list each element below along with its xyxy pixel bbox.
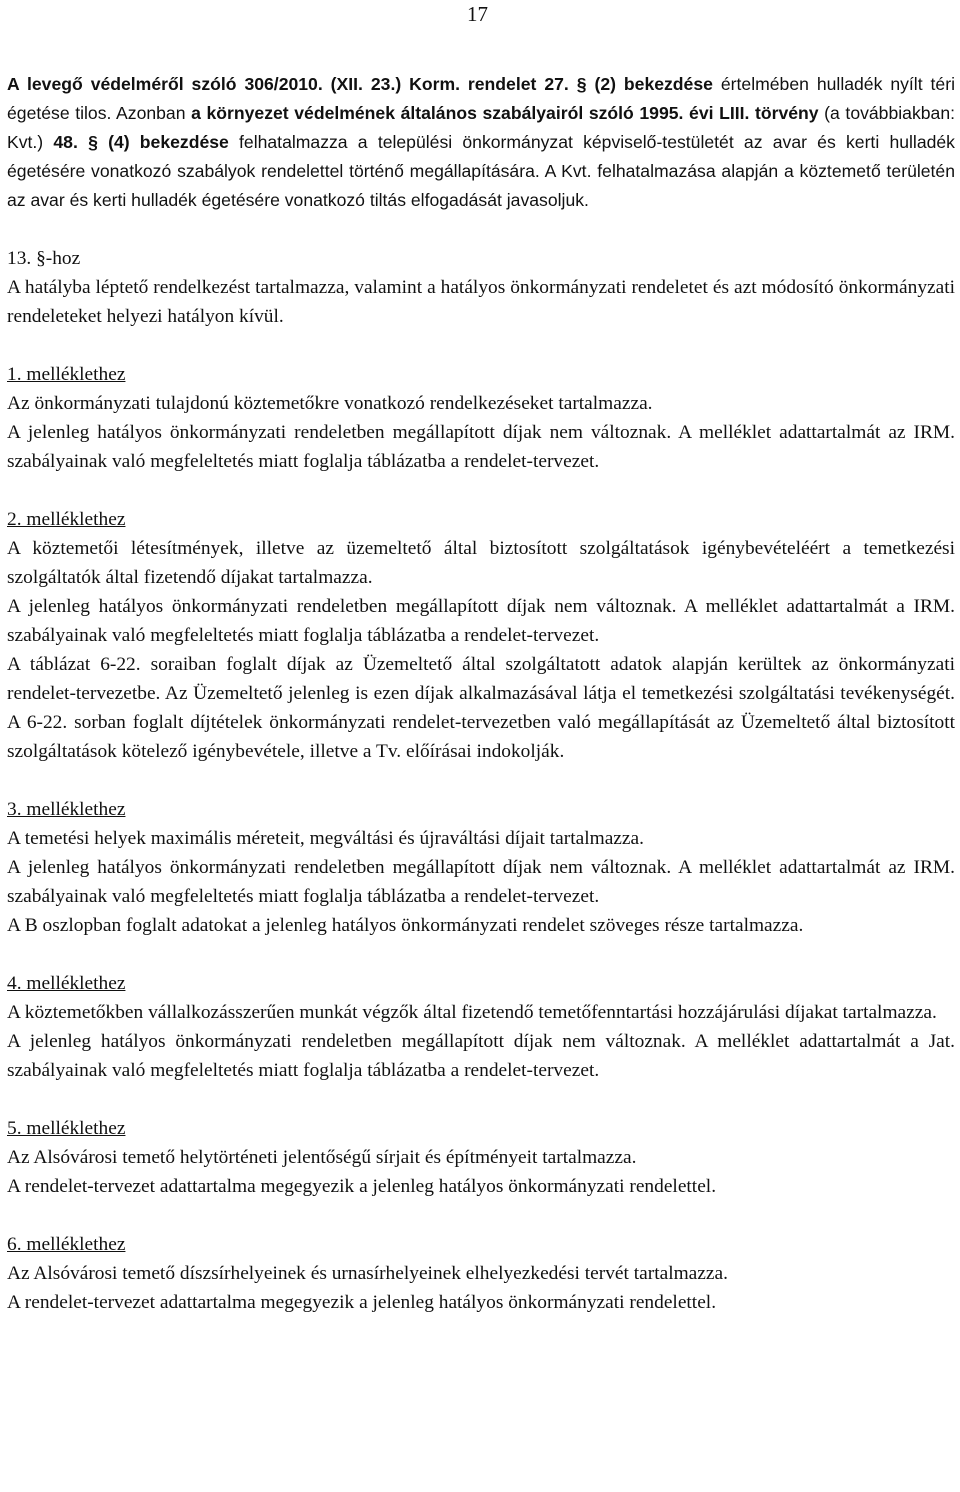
annex-1-line-1: Az önkormányzati tulajdonú köztemetőkre vonatkozó rendelkezéseket tartalmazza.: [7, 393, 653, 414]
annex-4-line-1: A köztemetőkben vállalkozásszerűen munkát végzők által fizetendő temetőfenntartási hozzájárulási díjakat tartalmazza.: [7, 1002, 937, 1023]
annex-6-heading: 6. melléklethez: [7, 1234, 126, 1255]
intro-bold-law: a környezet védelmének általános szabályairól szóló 1995. évi LIII. törvény: [191, 103, 819, 123]
intro-paragraph: [7, 70, 955, 215]
annex-2-heading: 2. melléklethez: [7, 509, 126, 530]
section-13-heading: 13. §-hoz: [7, 248, 81, 269]
annex-6-line-1: Az Alsóvárosi temető díszsírhelyeinek és urnasírhelyeinek elhelyezkedési tervét tartalmazza.: [7, 1263, 728, 1284]
annex-2-line-1: A köztemetői létesítmények, illetve az üzemeltető által biztosított szolgáltatások igénybevételéért a temetkezési szolgáltatók által fizetendő díjakat tartalmazza.: [7, 538, 955, 588]
annex-3-heading: 3. melléklethez: [7, 799, 126, 820]
intro-bold-reference: A levegő védelméről szóló 306/2010. (XII. 23.) Korm. rendelet 27. § (2) bekezdése: [7, 74, 713, 94]
intro-text-rest: felhatalmazza a települési önkormányzat képviselő-testületét az avar és kerti hulladék égetésére vonatkozó szabályok rendelettel történő megállapítására. A Kvt. felhatalmazása alapján a köztemető területén az avar és kerti hulladék égetésére vonatkozó tiltás elfogadását javasoljuk.: [7, 132, 955, 210]
annex-1-heading: 1. melléklethez: [7, 364, 126, 385]
annex-5-line-1: Az Alsóvárosi temető helytörténeti jelentőségű sírjait és építményeit tartalmazza.: [7, 1147, 637, 1168]
intro-text-abbrev: (a továbbiakban: Kvt.): [7, 103, 955, 152]
document-body: [7, 70, 955, 1317]
annex-3-line-2: A jelenleg hatályos önkormányzati rendeletben megállapított díjak nem változnak. A melléklet adattartalmát az IRM. szabályainak való megfeleltetés miatt foglalja táblázatba a rendelet-tervezet.: [7, 857, 955, 907]
annex-4-line-2: A jelenleg hatályos önkormányzati rendeletben megállapított díjak nem változnak. A melléklet adattartalmát a Jat. szabályainak való megfeleltetés miatt foglalja táblázatba a rendelet-tervezet.: [7, 1031, 955, 1081]
annex-2-line-3: A táblázat 6-22. soraiban foglalt díjak az Üzemeltető által szolgáltatott adatok alapján kerültek az önkormányzati rendelet-tervezetbe. Az Üzemeltető jelenleg is ezen díjak alkalmazásával látja el temetkezési szolgáltatási tevékenységét. A 6-22. sorban foglalt díjtételek önkormányzati rendelet-tervezetben való megállapítását az Üzemeltető által biztosított szolgáltatások kötelező igénybevétele, illetve a Tv. előírásai indokolják.: [7, 654, 955, 762]
annex-5-heading: 5. melléklethez: [7, 1118, 126, 1139]
annex-2-line-2: A jelenleg hatályos önkormányzati rendeletben megállapított díjak nem változnak. A melléklet adattartalmát a IRM. szabályainak való megfeleltetés miatt foglalja táblázatba a rendelet-tervezet.: [7, 596, 955, 646]
annex-4-heading: 4. melléklethez: [7, 973, 126, 994]
section-13-text: A hatályba léptető rendelkezést tartalmazza, valamint a hatályos önkormányzati rendeletet és azt módosító önkormányzati rendeleteket helyezi hatályon kívül.: [7, 277, 955, 327]
annex-3-line-1: A temetési helyek maximális méreteit, megváltási és újraváltási díjait tartalmazza.: [7, 828, 644, 849]
annex-3-line-3: A B oszlopban foglalt adatokat a jelenleg hatályos önkormányzati rendelet szöveges része tartalmazza.: [7, 915, 804, 936]
annex-1-line-2: A jelenleg hatályos önkormányzati rendeletben megállapított díjak nem változnak. A melléklet adattartalmát az IRM. szabályainak való megfeleltetés miatt foglalja táblázatba a rendelet-tervezet.: [7, 422, 955, 472]
page-number: 17: [467, 2, 488, 26]
annex-6-line-2: A rendelet-tervezet adattartalma megegyezik a jelenleg hatályos önkormányzati rendelettel.: [7, 1292, 717, 1313]
annex-5-line-2: A rendelet-tervezet adattartalma megegyezik a jelenleg hatályos önkormányzati rendelettel.: [7, 1176, 717, 1197]
intro-bold-section: 48. § (4) bekezdése: [53, 132, 229, 152]
intro-text: értelmében hulladék nyílt téri égetése tilos. Azonban: [7, 74, 955, 123]
